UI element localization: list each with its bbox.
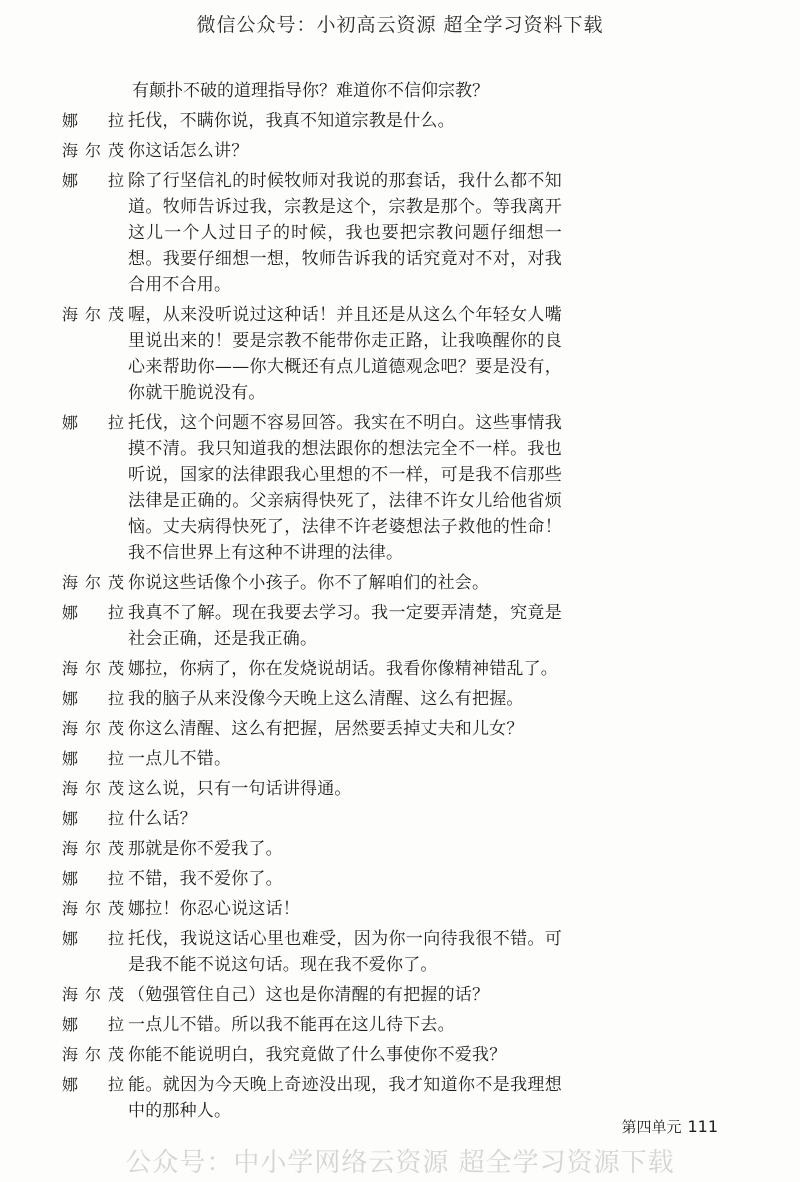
speaker-name: 娜 拉 bbox=[62, 689, 124, 708]
page-number: 111 bbox=[687, 1117, 718, 1136]
dialogue-line bbox=[62, 866, 562, 892]
dialogue-line bbox=[62, 410, 562, 566]
speaker-name: 海尔茂 bbox=[62, 1045, 124, 1064]
speaker-name: 海尔茂 bbox=[62, 659, 124, 678]
speech-text: 这么说，只有一句话讲得通。 bbox=[128, 779, 352, 799]
continuation-line: 有颠扑不破的道理指导你？难道你不信仰宗教？ bbox=[132, 81, 489, 101]
speaker-name: 海尔茂 bbox=[62, 985, 124, 1004]
speaker-name: 娜 拉 bbox=[62, 1015, 124, 1034]
speaker-name: 海尔茂 bbox=[62, 141, 124, 160]
dialogue-line bbox=[62, 776, 562, 802]
dialogue-line bbox=[62, 926, 562, 978]
speech-text: 托伐，这个问题不容易回答。我实在不明白。这些事情我摸不清。我只知道我的想法跟你的想法完全不一样。我也听说，国家的法律跟我心里想的不一样，可是我不信那些法律是正确的。父亲病得快死了，法律不许女儿给他省烦恼。丈夫病得快死了，法律不许老婆想法子救他的性命！我不信世界上有这种不讲理的法律。 bbox=[128, 413, 562, 563]
dialogue-line bbox=[62, 168, 562, 298]
speaker-name: 娜 拉 bbox=[62, 749, 124, 768]
speech-text: 能。就因为今天晚上奇迹没出现，我才知道你不是我理想中的那种人。 bbox=[128, 1075, 562, 1121]
speaker-name: 娜 拉 bbox=[62, 1075, 124, 1094]
dialogue-lines bbox=[62, 108, 562, 1124]
speaker-name: 娜 拉 bbox=[62, 869, 124, 888]
dialogue-body bbox=[62, 78, 562, 1128]
speech-text: 娜拉！你忍心说这话！ bbox=[128, 899, 300, 919]
speech-text: 我真不了解。现在我要去学习。我一定要弄清楚，究竟是社会正确，还是我正确。 bbox=[128, 603, 562, 649]
speaker-name: 海尔茂 bbox=[62, 839, 124, 858]
speech-text: 你这话怎么讲？ bbox=[128, 141, 249, 161]
header-watermark: 微信公众号：小初高云资源 超全学习资料下载 bbox=[196, 14, 604, 36]
speaker-name: 海尔茂 bbox=[62, 719, 124, 738]
speech-text: 不错，我不爱你了。 bbox=[128, 869, 283, 889]
speech-text: 那就是你不爱我了。 bbox=[128, 839, 283, 859]
speech-text: 你这么清醒、这么有把握，居然要丢掉丈夫和儿女？ bbox=[128, 719, 524, 739]
dialogue-line bbox=[62, 570, 562, 596]
speaker-name: 海尔茂 bbox=[62, 779, 124, 798]
dialogue-line bbox=[62, 108, 562, 134]
speaker-name: 娜 拉 bbox=[62, 171, 124, 190]
dialogue-line bbox=[62, 302, 562, 406]
dialogue-line bbox=[62, 896, 562, 922]
dialogue-line bbox=[62, 836, 562, 862]
speaker-name: 娜 拉 bbox=[62, 929, 124, 948]
speech-text: 托伐，不瞒你说，我真不知道宗教是什么。 bbox=[128, 111, 455, 131]
dialogue-line bbox=[62, 746, 562, 772]
speech-text: 你能不能说明白，我究竟做了什么事使你不爱我？ bbox=[128, 1045, 507, 1065]
dialogue-line bbox=[62, 600, 562, 652]
dialogue-line bbox=[62, 686, 562, 712]
dialogue-line bbox=[62, 982, 562, 1008]
speech-text: 托伐，我说这话心里也难受，因为你一向待我很不错。可是我不能不说这句话。现在我不爱你了。 bbox=[128, 929, 562, 975]
speech-text: 一点儿不错。 bbox=[128, 749, 232, 769]
speech-text: 娜拉，你病了，你在发烧说胡话。我看你像精神错乱了。 bbox=[128, 659, 558, 679]
speaker-name: 娜 拉 bbox=[62, 413, 124, 432]
speech-text: 你说这些话像个小孩子。你不了解咱们的社会。 bbox=[128, 573, 490, 593]
dialogue-line bbox=[62, 716, 562, 742]
unit-label: 第四单元 bbox=[621, 1118, 682, 1136]
speech-text: 一点儿不错。所以我不能再在这儿待下去。 bbox=[128, 1015, 455, 1035]
speaker-name: 海尔茂 bbox=[62, 573, 124, 592]
dialogue-line bbox=[62, 806, 562, 832]
speaker-name: 娜 拉 bbox=[62, 111, 124, 130]
speech-text: 除了行坚信礼的时候牧师对我说的那套话，我什么都不知道。牧师告诉过我，宗教是这个，宗教是那个。等我离开这儿一个人过日子的时候，我也要把宗教问题仔细想一想。我要仔细想一想，牧师告诉我的话究竟对不对，对我合用不合用。 bbox=[128, 171, 562, 295]
speech-text: 我的脑子从来没像今天晚上这么清醒、这么有把握。 bbox=[128, 689, 524, 709]
speaker-name: 海尔茂 bbox=[62, 305, 124, 324]
speech-text: （勉强管住自己）这也是你清醒的有把握的话？ bbox=[128, 985, 490, 1005]
dialogue-line bbox=[62, 656, 562, 682]
dialogue-line bbox=[62, 1012, 562, 1038]
speaker-name: 娜 拉 bbox=[62, 603, 124, 622]
speaker-name: 海尔茂 bbox=[62, 899, 124, 918]
dialogue-line bbox=[62, 138, 562, 164]
dialogue-line bbox=[62, 1042, 562, 1068]
speech-text: 什么话？ bbox=[128, 809, 197, 829]
page-footer bbox=[0, 1116, 718, 1137]
bottom-watermark: 公众号：中小学网络云资源 超全学习资源下载 bbox=[125, 1148, 675, 1178]
speaker-name: 娜 拉 bbox=[62, 809, 124, 828]
speech-text: 喔，从来没听说过这种话！并且还是从这么个年轻女人嘴里说出来的！要是宗教不能带你走正路，让我唤醒你的良心来帮助你——你大概还有点儿道德观念吧？要是没有，你就干脆说没有。 bbox=[128, 305, 562, 403]
